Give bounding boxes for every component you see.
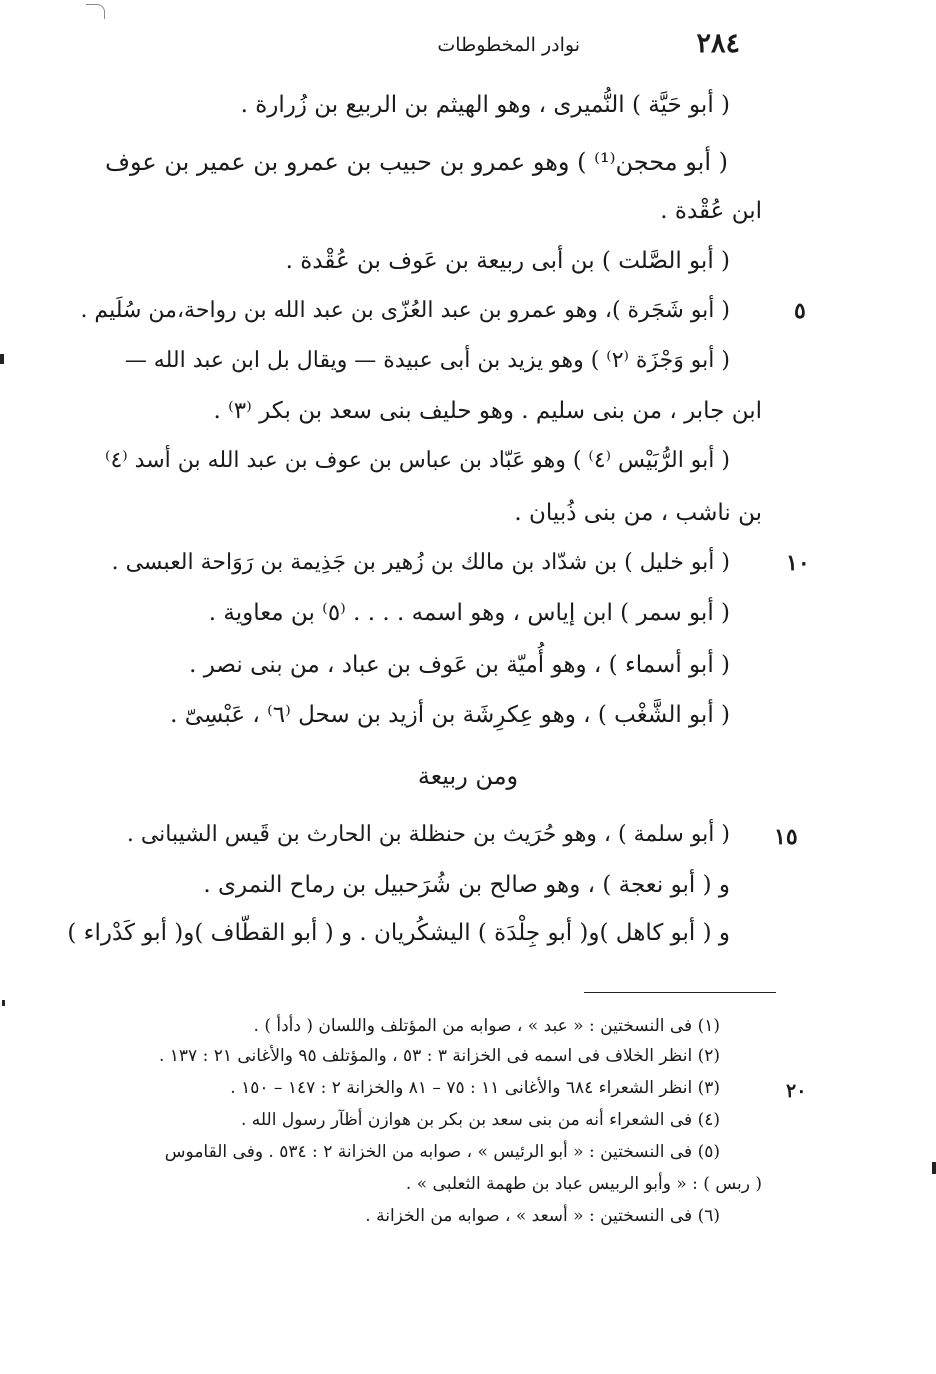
section-heading: ومن ربيعة [417, 762, 519, 790]
text-line-3: ابن عُقْدة . [660, 198, 762, 224]
footnote-1: (١) فى النسختين : « عبد » ، صوابه من المؤتلف واللسان ( دأدأ ) . [253, 1016, 720, 1036]
footnote-5a: (٥) فى النسختين : « أبو الرئيس » ، صوابه من الخزانة ٢ : ٥٣٤ . وفى القاموس [164, 1142, 720, 1162]
footnote-2: (٢) انظر الخلاف فى اسمه فى الخزانة ٣ : ٥٣ ، والمؤتلف ٩٥ والأغانى ٢١ : ١٣٧ . [158, 1046, 720, 1066]
text-line-14: ( أبو سلمة ) ، وهو حُرَيث بن حنظلة بن الحارث بن قَيس الشيبانى . [126, 822, 730, 847]
line-number-20: ٢٠ [786, 1080, 807, 1102]
text-line-1: ( أبو حَيَّة ) النُّميرى ، وهو الهيثم بن الربيع بن زُرارة . [240, 92, 730, 118]
text-line-5: ( أبو شَجَرة )، وهو عمرو بن عبد العُزّى بن عبد الله بن رواحة،من سُلَيم . [80, 298, 730, 323]
text-line-6: ( أبو وَجْزَة ⁽٢⁾ ) وهو يزيد بن أبى عبيدة — ويقال بل ابن عبد الله — [124, 348, 730, 373]
text-line-7: ابن جابر ، من بنى سليم . وهو حليف بنى سعد بن بكر ⁽٣⁾ . [213, 398, 762, 424]
text-line-12: ( أبو أسماء ) ، وهو أُميّة بن عَوف بن عباد ، من بنى نصر . [189, 652, 730, 678]
page-number: ٢٨٤ [696, 28, 740, 59]
text-line-9: بن ناشب ، من بنى ذُبيان . [514, 500, 762, 526]
text-line-4: ( أبو الصَّلت ) بن أبى ربيعة بن عَوف بن عُقْدة . [285, 248, 730, 274]
footnote-5b: ( ربس ) : « وأبو الربيس عباد بن طهمة الثعلبى » . [405, 1174, 762, 1194]
footnote-3: (٣) انظر الشعراء ٦٨٤ والأغانى ١١ : ٧٥ – ٨١ والخزانة ٢ : ١٤٧ – ١٥٠ . [230, 1078, 720, 1098]
line-number-10: ١٠ [786, 550, 810, 576]
text-line-8: ( أبو الرُّبَيْس ⁽٤⁾ ) وهو عَبّاد بن عباس بن عوف بن عبد الله بن أسد ⁽٤⁾ [105, 448, 730, 473]
text-line-13: ( أبو الشَّغْب ) ، وهو عِكرِشَة بن أزيد بن سحل ⁽٦⁾ ، عَبْسِىّ . [170, 702, 730, 728]
text-line-10: ( أبو خليل ) بن شدّاد بن مالك بن زُهير بن جَذِيمة بن رَوَاحة العبسى . [111, 550, 730, 575]
text-line-11: ( أبو سمر ) ابن إياس ، وهو اسمه . . . . ⁽٥⁾ بن معاوية . [208, 600, 730, 626]
footnote-4: (٤) فى الشعراء أنه من بنى سعد بن بكر بن هوازن أظآر رسول الله . [240, 1110, 720, 1130]
text-line-2: ( أبو محجن⁽¹⁾ ) وهو عمرو بن حبيب بن عمرو بن عمير بن عوف [105, 148, 728, 176]
scan-edge-mark-2 [2, 1000, 5, 1006]
scan-edge-mark-3 [932, 1162, 936, 1174]
page-header [360, 28, 760, 68]
corner-fold-mark [86, 4, 105, 19]
running-title: نوادر المخطوطات [437, 34, 580, 56]
line-number-15: ١٥ [774, 824, 798, 850]
scan-edge-mark [0, 354, 4, 364]
text-line-16: و ( أبو كاهل )و( أبو جِلْدَة ) اليشكُريان . و ( أبو القطّاف )و( أبو كَدْراء ) [67, 920, 730, 946]
text-line-15: و ( أبو نعجة ) ، وهو صالح بن شُرَحبيل بن رماح النمرى . [203, 872, 730, 898]
line-number-5: ٥ [794, 298, 806, 324]
footnote-separator [584, 992, 776, 993]
footnote-6: (٦) فى النسختين : « أسعد » ، صوابه من الخزانة . [365, 1206, 720, 1226]
